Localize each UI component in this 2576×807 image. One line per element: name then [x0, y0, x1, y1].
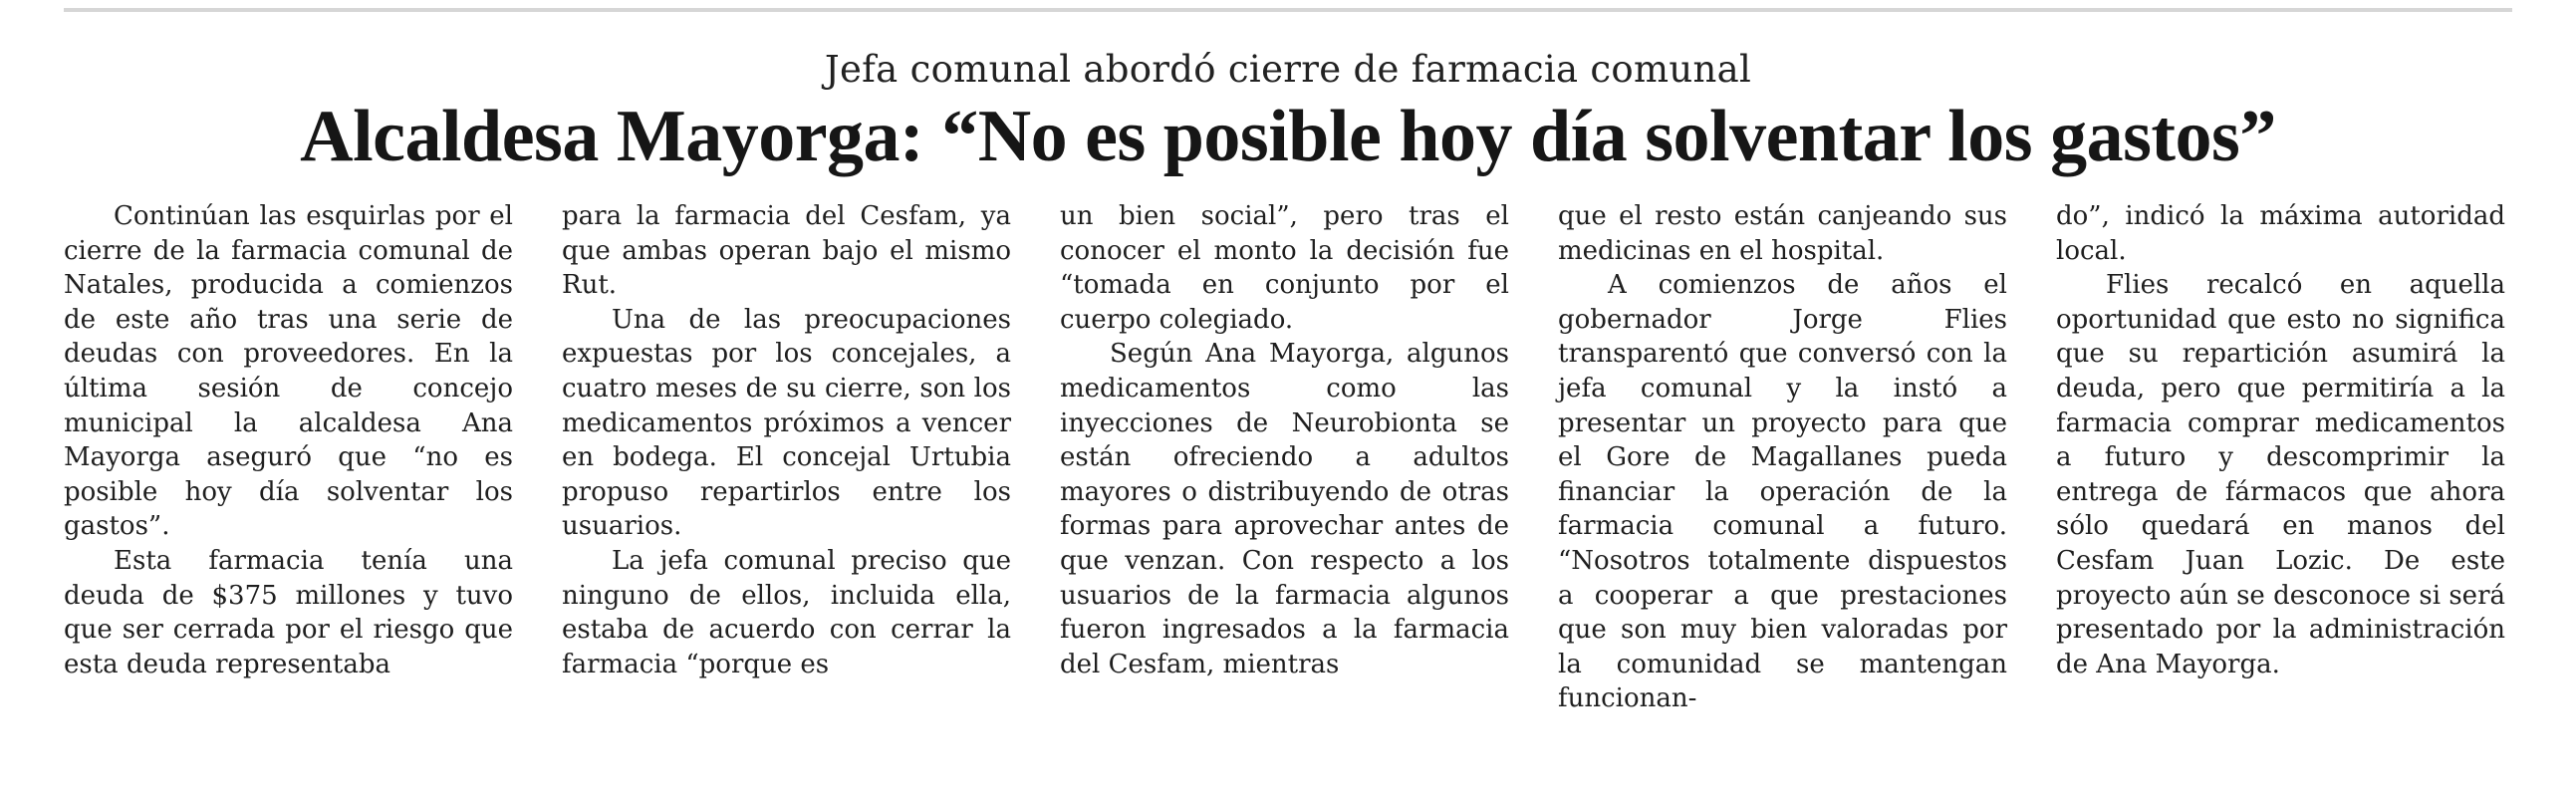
paragraph: Una de las preocupaciones expuestas por los concejales, a cuatro meses de su cierre, son los medicamentos próximos a vencer en bodega. El concejal Urtubia propuso repartirlos entre los usuarios. [562, 304, 1011, 542]
column-5 [2056, 199, 2505, 716]
paragraph: A comienzos de años el gobernador Jorge Flies transparentó que conversó con la jefa comunal y la instó a presentar un proyecto para que el Gore de Magallanes pueda financiar la operación de la farmacia comunal a futuro. “Nosotros totalmente dispuestos a cooperar a que prestaciones que son muy bien valoradas por la comunidad se mantengan funcionan- [1558, 270, 2007, 714]
top-rule [64, 8, 2512, 12]
article-headline: Alcaldesa Mayorga: “No es posible hoy día solventar los gastos” [300, 96, 2276, 177]
paragraph: Flies recalcó en aquella oportunidad que esto no significa que su repartición asumirá la deuda, pero que permitiría a la farmacia comprar medicamentos a futuro y descomprimir la entrega de fármacos que ahora sólo quedará en manos del Cesfam Juan Lozic. De este proyecto aún se desconoce si será presentado por la administración de Ana Mayorga. [2056, 270, 2505, 679]
article-body [64, 199, 2512, 716]
paragraph: Según Ana Mayorga, algunos medicamentos como las inyecciones de Neurobionta se están ofreciendo a adultos mayores o distribuyendo de otras formas para aprovechar antes de que venzan. Con respecto a los usuarios de la farmacia algunos fueron ingresados a la farmacia del Cesfam, mientras [1060, 339, 1509, 679]
paragraph: Esta farmacia tenía una deuda de $375 millones y tuvo que ser cerrada por el riesgo que esta deuda representaba [64, 545, 513, 679]
column-3 [1060, 199, 1509, 716]
column-1 [64, 199, 513, 716]
paragraph: La jefa comunal preciso que ninguno de ellos, incluida ella, estaba de acuerdo con cerrar la farmacia “porque es [562, 545, 1011, 679]
paragraph: para la farmacia del Cesfam, ya que ambas operan bajo el mismo Rut. [562, 201, 1011, 301]
column-4 [1558, 199, 2007, 716]
paragraph: que el resto están canjeando sus medicinas en el hospital. [1558, 201, 2007, 266]
article-kicker: Jefa comunal abordó cierre de farmacia comunal [824, 48, 1752, 91]
column-2 [562, 199, 1011, 716]
paragraph: Continúan las esquirlas por el cierre de la farmacia comunal de Natales, producida a comienzos de este año tras una serie de deudas con proveedores. En la última sesión de concejo municipal la alcaldesa Ana Mayorga aseguró que “no es posible hoy día solventar los gastos”. [64, 201, 513, 542]
paragraph: un bien social”, pero tras el conocer el monto la decisión fue “tomada en conjunto por el cuerpo colegiado. [1060, 201, 1509, 335]
paragraph: do”, indicó la máxima autoridad local. [2056, 201, 2505, 266]
